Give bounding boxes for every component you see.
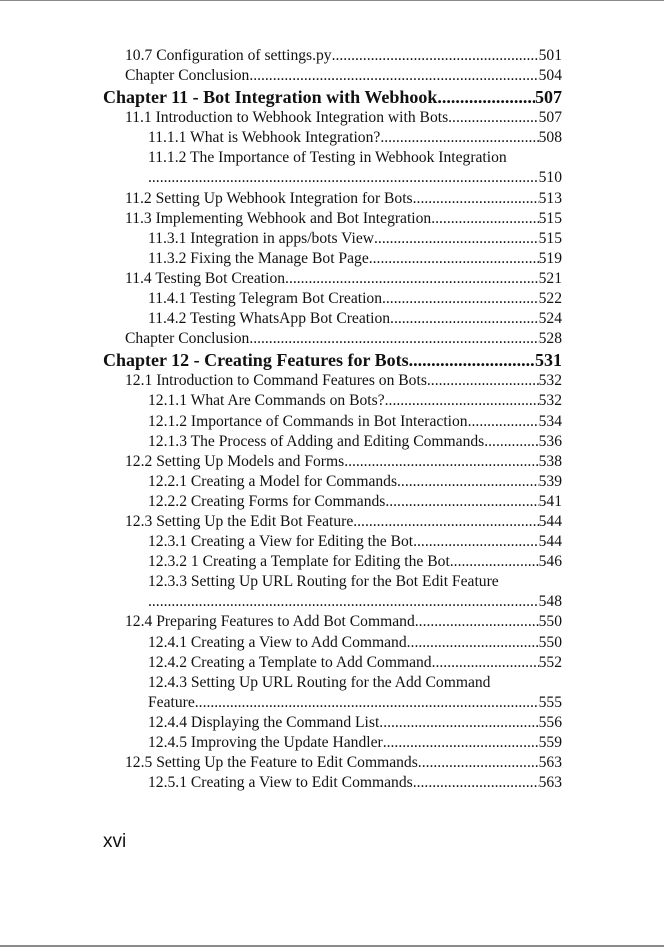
toc-entry-title: 12.1 Introduction to Command Features on Bots xyxy=(125,372,427,390)
toc-entry-title: Feature xyxy=(148,693,195,711)
toc-entry-page: 541 xyxy=(538,492,562,510)
toc-entry-page: 548 xyxy=(538,593,562,611)
page-top-border xyxy=(0,0,664,1)
toc-entry xyxy=(103,673,562,693)
toc-entry xyxy=(103,653,562,673)
toc-entry-page: 532 xyxy=(538,392,562,410)
toc-entry-title: 12.4.3 Setting Up URL Routing for the Add Command xyxy=(148,673,491,691)
toc-entry xyxy=(103,329,562,349)
toc-dot-leader xyxy=(409,349,535,371)
toc-entry-page: 556 xyxy=(538,713,562,731)
toc-dot-leader xyxy=(148,168,539,188)
toc-entry-title: 12.4.4 Displaying the Command List xyxy=(148,713,380,731)
toc-dot-leader xyxy=(385,391,539,411)
toc-entry-title: 12.3.1 Creating a View for Editing the Bot xyxy=(148,533,414,551)
toc-entry xyxy=(103,472,562,492)
toc-entry xyxy=(103,633,562,653)
toc-entry-page: 550 xyxy=(538,613,562,631)
toc-entry-page: 536 xyxy=(538,432,562,450)
toc-entry-title: 11.4.2 Testing WhatsApp Bot Creation xyxy=(148,310,391,328)
toc-entry-page: 501 xyxy=(538,47,562,64)
toc-entry xyxy=(103,552,562,572)
toc-entry xyxy=(103,269,562,289)
toc-entry xyxy=(103,612,562,632)
toc-entry xyxy=(103,309,562,329)
toc-entry-title: 11.2 Setting Up Webhook Integration for Bots xyxy=(125,189,413,207)
toc-entry-page: 552 xyxy=(538,653,562,671)
toc-entry-title: 12.5.1 Creating a View to Edit Commands xyxy=(148,774,413,792)
toc-dot-leader xyxy=(369,249,539,269)
toc-entry-page: 544 xyxy=(538,533,562,551)
toc-dot-leader xyxy=(332,46,539,66)
page-number: xvi xyxy=(103,831,127,852)
toc-entry xyxy=(103,432,562,452)
toc-entry xyxy=(103,773,562,793)
toc-entry xyxy=(103,249,562,269)
toc-entry-page: 563 xyxy=(538,774,562,792)
toc-entry-title: 11.1 Introduction to Webhook Integration with Bots xyxy=(125,109,449,127)
toc-dot-leader xyxy=(374,229,539,249)
toc-entry-title: 12.5 Setting Up the Feature to Edit Commands xyxy=(125,754,418,772)
toc-entry-title: Chapter 12 - Creating Features for Bots xyxy=(103,350,409,371)
toc-dot-leader xyxy=(382,289,539,309)
toc-entry-page: 555 xyxy=(538,693,562,711)
toc-entry-title: Chapter Conclusion xyxy=(125,330,250,348)
toc-entry-page: 504 xyxy=(538,67,562,85)
toc-entry-page: 534 xyxy=(538,412,562,430)
toc-entry xyxy=(103,209,562,229)
toc-entry-page: 510 xyxy=(538,169,562,187)
toc-entry-title: Chapter Conclusion xyxy=(125,67,250,85)
toc-entry-title: 12.4.2 Creating a Template to Add Command xyxy=(148,653,432,671)
toc-entry-title: 12.4.5 Improving the Update Handler xyxy=(148,734,383,751)
toc-entry xyxy=(103,592,562,612)
toc-dot-leader xyxy=(380,128,538,148)
toc-entry-page: 528 xyxy=(538,330,562,348)
toc-dot-leader xyxy=(427,371,539,391)
toc-entry xyxy=(103,733,562,753)
toc-entry-title: 10.7 Configuration of settings.py xyxy=(125,47,332,64)
toc-dot-leader xyxy=(431,209,538,229)
toc-entry-page: 546 xyxy=(538,553,562,571)
toc-entry-title: 12.1.2 Importance of Commands in Bot Interaction. xyxy=(148,412,472,430)
toc-dot-leader xyxy=(472,412,539,432)
toc-chapter-heading xyxy=(103,349,562,371)
toc-entry-title: Chapter 11 - Bot Integration with Webhook xyxy=(103,87,438,108)
toc-dot-leader xyxy=(344,452,538,472)
toc-dot-leader xyxy=(415,612,539,632)
toc-entry-page: 507 xyxy=(535,87,562,108)
toc-entry xyxy=(103,693,562,713)
toc-entry-title: 12.1.1 What Are Commands on Bots? xyxy=(148,392,385,410)
toc-dot-leader xyxy=(285,269,539,289)
toc-entry-title: 12.3.3 Setting Up URL Routing for the Bot Edit Feature xyxy=(148,573,499,591)
toc-entry-page: 513 xyxy=(538,189,562,207)
toc-dot-leader xyxy=(397,472,539,492)
toc-entry-title: 12.3.2 1 Creating a Template for Editing the Bot xyxy=(148,553,450,571)
toc-dot-leader xyxy=(450,552,539,572)
toc-dot-leader xyxy=(249,66,538,86)
toc-entry xyxy=(103,148,562,168)
toc-entry xyxy=(103,168,562,188)
toc-entry-title: 12.2 Setting Up Models and Forms xyxy=(125,452,345,470)
toc-entry-title: 12.2.2 Creating Forms for Commands xyxy=(148,492,386,510)
toc-dot-leader xyxy=(413,189,539,209)
toc-entry xyxy=(103,189,562,209)
toc-entry-page: 550 xyxy=(538,633,562,651)
toc-entry-title: 11.3 Implementing Webhook and Bot Integration xyxy=(125,209,432,227)
toc-entry-page: 532 xyxy=(538,372,562,390)
toc-dot-leader xyxy=(353,512,538,532)
toc-entry xyxy=(103,713,562,733)
table-of-contents xyxy=(103,46,562,793)
toc-dot-leader xyxy=(413,532,538,552)
toc-dot-leader xyxy=(432,653,539,673)
toc-entry-title: 12.1.3 The Process of Adding and Editing Commands. xyxy=(148,432,489,450)
toc-entry-page: 521 xyxy=(538,269,562,287)
toc-entry xyxy=(103,753,562,773)
toc-entry-page: 508 xyxy=(538,129,562,147)
toc-entry xyxy=(103,512,562,532)
toc-entry-title: 12.3 Setting Up the Edit Bot Feature xyxy=(125,512,354,530)
toc-entry-title: 11.3.1 Integration in apps/bots View xyxy=(148,229,375,247)
toc-entry-title: 11.4 Testing Bot Creation xyxy=(125,269,286,287)
toc-entry xyxy=(103,289,562,309)
toc-entry xyxy=(103,452,562,472)
toc-entry xyxy=(103,532,562,552)
toc-entry-title: 12.4 Preparing Features to Add Bot Command xyxy=(125,613,415,631)
toc-entry xyxy=(103,412,562,432)
toc-entry-page: 539 xyxy=(538,472,562,490)
toc-entry-page: 524 xyxy=(538,310,562,328)
toc-entry-page: 563 xyxy=(538,754,562,772)
toc-dot-leader xyxy=(379,713,538,733)
toc-entry-page: 544 xyxy=(538,512,562,530)
toc-entry xyxy=(103,492,562,512)
toc-dot-leader xyxy=(195,693,539,713)
toc-dot-leader xyxy=(390,309,539,329)
toc-entry xyxy=(103,128,562,148)
toc-dot-leader xyxy=(488,432,538,452)
toc-entry-page: 531 xyxy=(535,350,562,371)
toc-dot-leader xyxy=(413,773,539,793)
toc-dot-leader xyxy=(407,633,539,653)
toc-entry-page: 559 xyxy=(538,734,562,751)
toc-entry-page: 507 xyxy=(538,109,562,127)
toc-entry-page: 515 xyxy=(538,209,562,227)
toc-dot-leader xyxy=(418,753,539,773)
toc-entry xyxy=(103,229,562,249)
toc-entry-title: 11.1.2 The Importance of Testing in Webhook Integration xyxy=(148,149,507,167)
toc-dot-leader xyxy=(385,492,538,512)
toc-dot-leader xyxy=(448,108,538,128)
toc-dot-leader xyxy=(148,592,539,612)
toc-entry-title: 11.1.1 What is Webhook Integration? xyxy=(148,129,381,147)
toc-chapter-heading xyxy=(103,86,562,108)
toc-entry-page: 515 xyxy=(538,229,562,247)
toc-entry xyxy=(103,108,562,128)
toc-entry-title: 11.4.1 Testing Telegram Bot Creation xyxy=(148,290,382,308)
toc-entry-page: 519 xyxy=(538,249,562,267)
toc-entry xyxy=(103,572,562,592)
toc-entry xyxy=(103,46,562,66)
toc-entry xyxy=(103,371,562,391)
toc-entry xyxy=(103,391,562,411)
toc-entry-title: 11.3.2 Fixing the Manage Bot Page xyxy=(148,249,369,267)
toc-entry xyxy=(103,66,562,86)
toc-entry-page: 538 xyxy=(538,452,562,470)
toc-entry-title: 12.4.1 Creating a View to Add Command xyxy=(148,633,407,651)
toc-entry-page: 522 xyxy=(538,290,562,308)
toc-dot-leader xyxy=(437,86,535,108)
toc-dot-leader xyxy=(249,329,538,349)
toc-entry-title: 12.2.1 Creating a Model for Commands xyxy=(148,472,398,490)
toc-dot-leader xyxy=(383,733,539,753)
